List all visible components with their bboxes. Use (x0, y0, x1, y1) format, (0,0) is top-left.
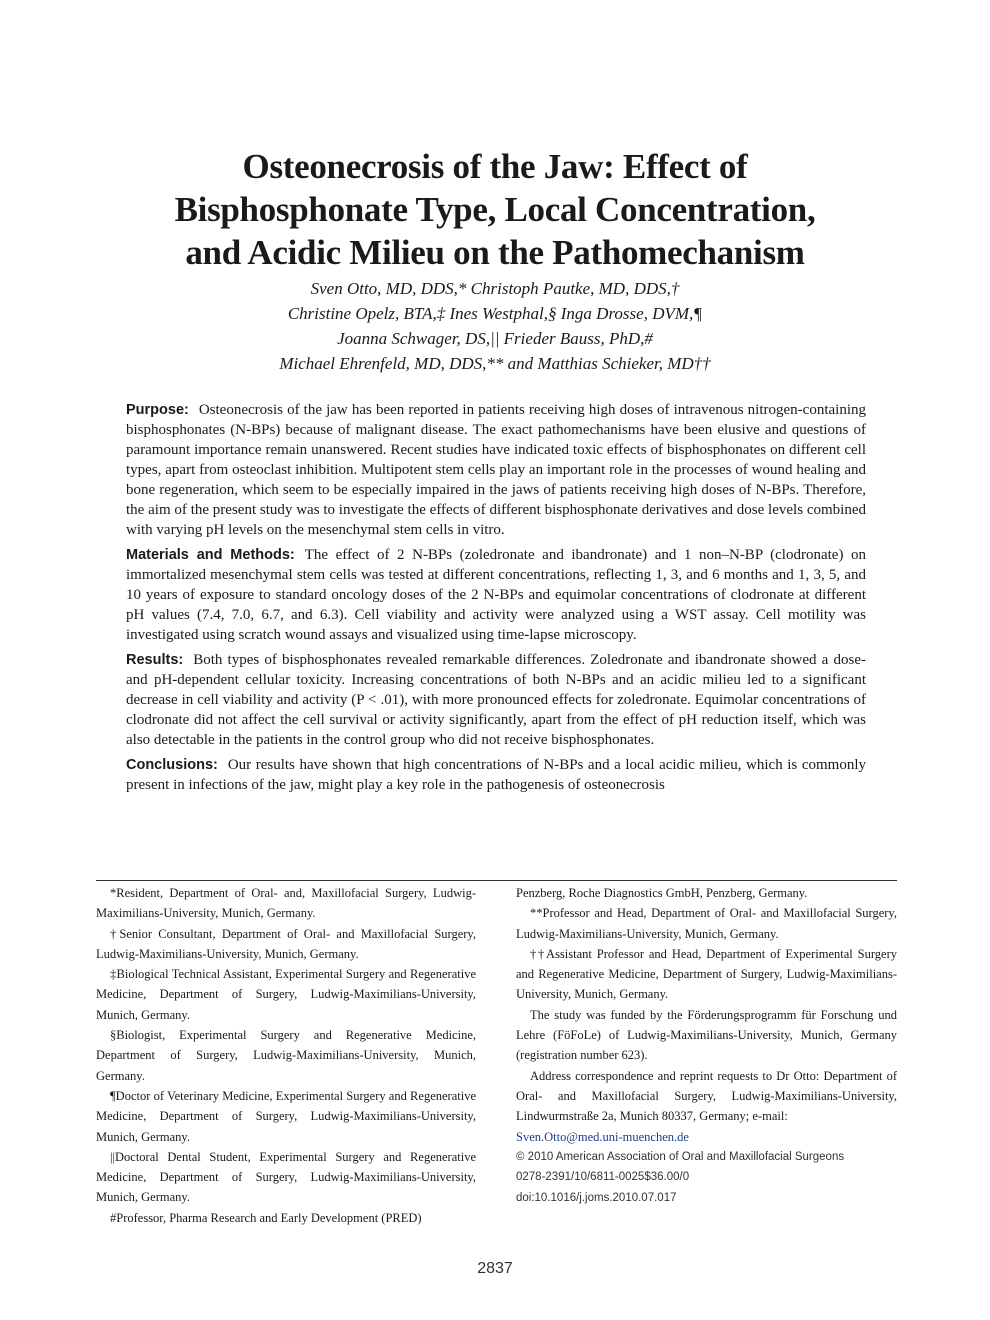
title-line: Osteonecrosis of the Jaw: Effect of (242, 147, 748, 187)
purpose-label: Purpose: (126, 402, 189, 418)
email-line (516, 1127, 897, 1147)
methods-label: Materials and Methods: (126, 547, 295, 563)
issn-line: 0278-2391/10/6811-0025$36.00/0 (516, 1171, 690, 1184)
abstract (126, 400, 866, 800)
footnotes-left-column (96, 883, 476, 1228)
title-line: Bisphosphonate Type, Local Concentration, (174, 190, 816, 230)
article-title (90, 145, 900, 274)
correspondence-address (516, 1066, 897, 1127)
funding-note: The study was funded by the Förderungsprogramm für Forschung und Lehre (FöFoLe) of Ludwig-Maximilians-University, Munich, Germany (registration number 623). (516, 1007, 897, 1063)
abstract-results (126, 650, 866, 750)
email-link[interactable]: Sven.Otto@med.uni-muenchen.de (516, 1129, 689, 1144)
page-number: 2837 (477, 1260, 513, 1277)
footnote: *Resident, Department of Oral- and, Maxillofacial Surgery, Ludwig-Maximilians-University, Munich, Germany. (96, 886, 476, 921)
doi-line: doi:10.1016/j.joms.2010.07.017 (516, 1191, 677, 1204)
abstract-methods (126, 545, 866, 645)
methods-text: The effect of 2 N-BPs (zoledronate and ibandronate) and 1 non–N-BP (clodronate) on immortalized mesenchymal stem cells was tested at different concentrations, reflecting 1, 3, and 6 months and 1, 3, 5, and 10 years of exposure to standard oncology doses of the 2 N-BPs and equimolar concentrations of clodronate at different pH values (7.4, 7.0, 6.7, and 6.3). Cell viability and activity were analyzed using a WST assay. Cell motility was investigated using scratch wound assays and visualized using time-lapse microscopy. (126, 547, 866, 643)
conclusions-text: Our results have shown that high concentrations of N-BPs and a local acidic milieu, which is commonly present in infections of the jaw, might play a key role in the pathogenesis of osteonecrosis (126, 757, 866, 793)
author-line: Christine Opelz, BTA,‡ Ines Westphal,§ Inga Drosse, DVM,¶ (287, 304, 703, 323)
conclusions-label: Conclusions: (126, 757, 218, 773)
footnote-continuation: Penzberg, Roche Diagnostics GmbH, Penzberg, Germany. (516, 886, 808, 900)
footnote: ††Assistant Professor and Head, Department of Experimental Surgery and Regenerative Medicine, Department of Surgery, Ludwig-Maximilians-University, Munich, Germany. (516, 946, 897, 1002)
results-label: Results: (126, 652, 184, 668)
author-line: Michael Ehrenfeld, MD, DDS,** and Matthias Schieker, MD†† (279, 354, 711, 373)
title-line: and Acidic Milieu on the Pathomechanism (185, 233, 805, 273)
author-line: Joanna Schwager, DS,|| Frieder Bauss, PhD,# (337, 329, 653, 348)
address-text: Address correspondence and reprint requests to Dr Otto: Department of Oral- and Maxillofacial Surgery, Ludwig-Maximilians-University, Lindwurmstraße 2a, Munich 80337, Germany; e-mail: (516, 1068, 897, 1124)
author-list (90, 276, 900, 376)
footnote-divider (96, 880, 897, 881)
footnote: ¶Doctor of Veterinary Medicine, Experimental Surgery and Regenerative Medicine, Department of Surgery, Ludwig-Maximilians-University, Munich, Germany. (96, 1088, 476, 1144)
author-line: Sven Otto, MD, DDS,* Christoph Pautke, MD, DDS,† (310, 279, 680, 298)
results-text: Both types of bisphosphonates revealed remarkable differences. Zoledronate and ibandronate showed a dose- and pH-dependent cellular toxicity. Increasing concentrations of both N-BPs and an acidic milieu led to a significant decrease in cell viability and activity (P < .01), with more pronounced effects for zoledronate. Equimolar concentrations of clodronate did not affect the cell survival or activity significantly, apart from the effect of pH reduction itself, which was also detectable in the patients in the control group who did not receive bisphosphonates. (126, 652, 866, 748)
abstract-conclusions (126, 755, 866, 795)
footnote: §Biologist, Experimental Surgery and Regenerative Medicine, Department of Surgery, Ludwig-Maximilians-University, Munich, Germany. (96, 1028, 476, 1083)
footnote: #Professor, Pharma Research and Early Development (PRED) (110, 1210, 422, 1225)
abstract-purpose (126, 400, 866, 540)
copyright-line: © 2010 American Association of Oral and Maxillofacial Surgeons (516, 1150, 845, 1163)
footnote: †Senior Consultant, Department of Oral- and Maxillofacial Surgery, Ludwig-Maximilians-University, Munich, Germany. (96, 926, 476, 961)
footnote: ||Doctoral Dental Student, Experimental Surgery and Regenerative Medicine, Department of Surgery, Ludwig-Maximilians-University, Munich, Germany. (96, 1149, 476, 1205)
footnotes-right-column (516, 883, 897, 1208)
footnote: ‡Biological Technical Assistant, Experimental Surgery and Regenerative Medicine, Department of Surgery, Ludwig-Maximilians-University, Munich, Germany. (96, 967, 476, 1022)
purpose-text: Osteonecrosis of the jaw has been reported in patients receiving high doses of intravenous nitrogen-containing bisphosphonates (N-BPs) because of malignant disease. The exact pathomechanisms have been elusive and questions of paramount importance remain unanswered. Recent studies have indicated toxic effects of bisphosphonates on different cell types, apart from osteoclast inhibition. Multipotent stem cells play an important role in the processes of wound healing and bone regeneration, which seem to be especially impaired in the jaws of patients receiving high doses of N-BPs. Therefore, the aim of the present study was to investigate the effects of different bisphosphonate derivatives and dose levels combined with varying pH levels on the mesenchymal stem cells in vitro. (126, 402, 866, 538)
footnote: **Professor and Head, Department of Oral- and Maxillofacial Surgery, Ludwig-Maximilians-University, Munich, Germany. (516, 906, 897, 941)
